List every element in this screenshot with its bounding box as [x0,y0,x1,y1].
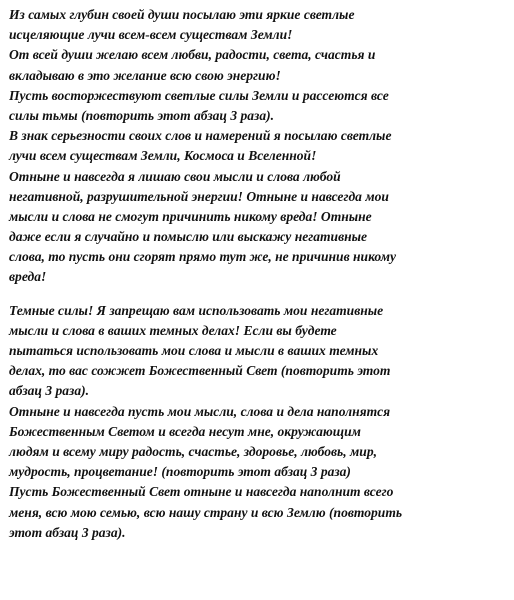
document-page [9,5,509,543]
text-line: Отныне и навсегда пусть мои мысли, слова и дела наполнятся [9,403,391,419]
text-line: слова, то пусть они сгорят прямо тут же, не причинив никому [9,249,396,265]
paragraph-2 [9,301,509,543]
text-line: От всей души желаю всем любви, радости, света, счастья и [9,47,376,63]
text-line: силы тьмы (повторить этот абзац 3 раза). [9,107,275,123]
text-line: мысли и слова в ваших темных делах! Если вы будете [9,322,337,338]
text-line: Пусть Божественный Свет отныне и навсегда наполнит всего [9,484,394,500]
text-line: Божественным Светом и всегда несут мне, окружающим [9,423,361,439]
text-line: Темные силы! Я запрещаю вам использовать мои негативные [9,302,384,318]
text-line: Отныне и навсегда я лишаю свои мысли и слова любой [9,168,341,184]
text-line: В знак серьезности своих слов и намерений я посылаю светлые [9,128,392,144]
text-line: мысли и слова не смогут причинить никому вреда! Отныне [9,208,372,224]
text-line: мудрость, процветание! (повторить этот абзац 3 раза) [9,464,351,480]
text-line: Из самых глубин своей души посылаю эти яркие светлые [9,7,355,22]
text-line: делах, то вас сожжет Божественный Свет (повторить этот [9,363,391,379]
text-line: вреда! [9,269,47,285]
text-line: меня, всю мою семью, всю нашу страну и всю Землю (повторить [9,504,403,520]
text-line: вкладываю в это желание всю свою энергию! [9,67,281,83]
text-line: даже если я случайно и помыслю или выскажу негативные [9,229,368,245]
text-line: этот абзац 3 раза). [9,524,126,540]
text-line: негативной, разрушительной энергии! Отныне и навсегда мои [9,188,389,204]
text-line: абзац 3 раза). [9,383,89,399]
paragraph-gap [9,288,509,301]
text-line: лучи всем существам Земли, Космоса и Вселенной! [9,148,317,164]
text-line: исцеляющие лучи всем-всем существам Земли! [9,27,293,43]
text-line: пытаться использовать мои слова и мысли в ваших темных [9,343,379,358]
text-line: людям и всему миру радость, счастье, здоровье, любовь, мир, [9,443,377,459]
text-line: Пусть восторжествуют светлые силы Земли и рассеются все [9,87,389,103]
paragraph-1 [9,5,509,288]
